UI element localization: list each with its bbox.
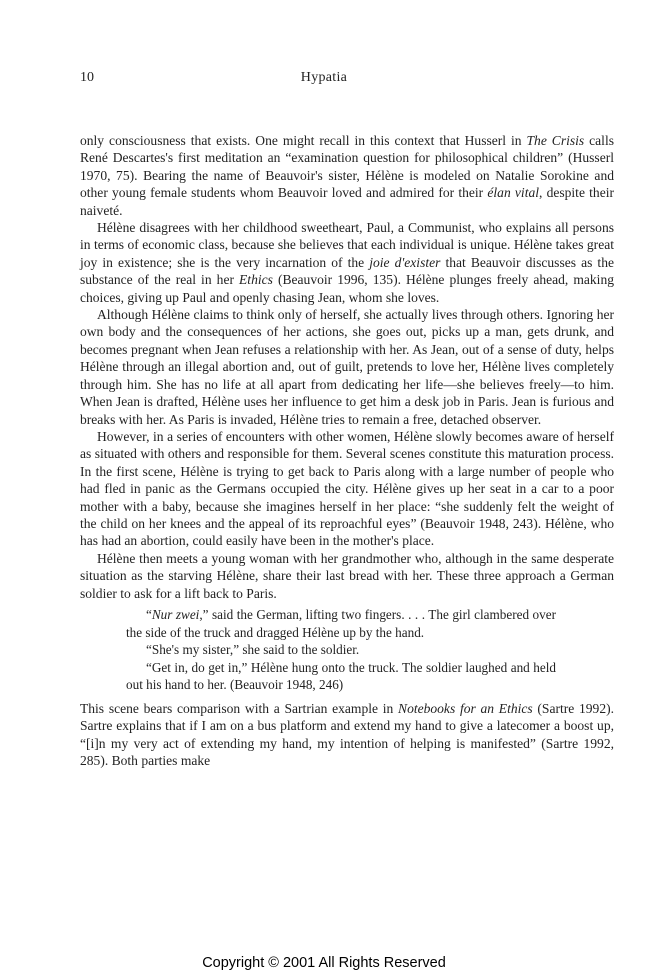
italic-text: The Crisis bbox=[526, 133, 585, 148]
quote-paragraph bbox=[126, 641, 556, 659]
text-run: “Get in, do get in,” Hélène hung onto the truck. The soldier laughed and held out his hand to her. (Beauvoir 1948, 246) bbox=[126, 659, 556, 693]
running-head-title: Hypatia bbox=[300, 70, 348, 85]
text-run: that Beauvoir discusses as the substance of the real in her bbox=[80, 254, 614, 288]
quote-paragraph bbox=[126, 606, 556, 641]
text-run: However, in a series of encounters with other women, Hélène slowly becomes aware of herself as situated with others and responsible for them. Several scenes constitute this maturation process. In the first scene, Hélène is trying to get back to Paris along with a large number of people who had fled in panic as the Germans occupied the city. Hélène gives up her seat in a car to a poor mother with a baby, because she imagines herself in her place: “she suddenly felt the weight of the child on her knees and the appeal of its reproachful eyes” (Beauvoir 1948, 243). Hélène, who has had an abortion, could easily have been in the mother's place. bbox=[80, 428, 614, 549]
text-run: This scene bears comparison with a Sartrian example in bbox=[80, 700, 399, 716]
paragraph bbox=[80, 132, 614, 219]
text-run: ,” said the German, lifting two fingers. . . . The girl clambered over the side of the truck and dragged Hélène up by the hand. bbox=[126, 606, 556, 640]
text-run: “She's my sister,” she said to the soldier. bbox=[146, 642, 360, 658]
text-run: Hélène disagrees with her childhood sweetheart, Paul, a Communist, who explains all persons in terms of economic class, because she believes that each individual is unique. Hélène takes great joy in existence; she is the very incarnation of the bbox=[80, 220, 614, 270]
copyright-footer: Copyright © 2001 All Rights Reserved bbox=[202, 955, 446, 971]
text-run: (Sartre 1992). Sartre explains that if I am on a bus platform and extend my hand to give a latecomer a boost up, “[i]n my very act of extending my hand, my intention of helping is manifested” (Sartre 1992, 285). Both parties make bbox=[80, 700, 615, 769]
quote-paragraph bbox=[126, 659, 556, 694]
italic-text: joie d'exister bbox=[369, 254, 441, 270]
text-run: , despite their naiveté. bbox=[80, 185, 614, 218]
italic-text: Nur zwei bbox=[151, 606, 200, 622]
text-run: Hélène then meets a young woman with her grandmother who, although in the same desperate situation as the starving Hélène, share their last bread with her. These three approach a German soldier to ask for a lift back to Paris. bbox=[80, 550, 614, 601]
paragraph bbox=[80, 219, 614, 306]
text-run: “ bbox=[146, 606, 152, 622]
text-run: Although Hélène claims to think only of herself, she actually lives through others. Ignoring her own body and the consequences of her actions, she goes out, picks up a man, gets drunk, and becomes pregnant when Jean refuses a relationship with her. As Jean, out of a sense of duty, helps Hélène through an illegal abortion and, out of guilt, pretends to love her, Hélène lives completely through him. She has no life at all apart from dedicating her life—she believes freely—to him. When Jean is drafted, Hélène uses her influence to get him a desk job in Paris. Jean is furious and breaks with her. As Paris is invaded, Hélène tries to remain a free, detached observer. bbox=[80, 307, 614, 427]
paragraph bbox=[80, 550, 614, 602]
italic-text: élan vital bbox=[487, 185, 539, 201]
page-number: 10 bbox=[80, 70, 94, 85]
paragraph-continued bbox=[80, 700, 614, 770]
paragraph bbox=[80, 306, 614, 428]
text-run: (Beauvoir 1996, 135). Hélène plunges freely ahead, making choices, giving up Paul and openly chasing Jean, whom she loves. bbox=[80, 272, 614, 305]
paragraph bbox=[80, 428, 614, 550]
italic-text: Notebooks for an Ethics bbox=[398, 700, 533, 716]
italic-text: Ethics bbox=[239, 272, 273, 288]
body-text bbox=[80, 132, 614, 770]
text-run: calls René Descartes's first meditation an “examination question for philosophical children” (Husserl 1970, 75). Bearing the name of Beauvoir's sister, Hélène is modeled on Natalie Sorokine and other young female students whom Beauvoir loved and admired for their bbox=[80, 133, 614, 201]
block-quote bbox=[126, 606, 556, 694]
text-run: only consciousness that exists. One might recall in this context that Husserl in bbox=[80, 133, 527, 148]
